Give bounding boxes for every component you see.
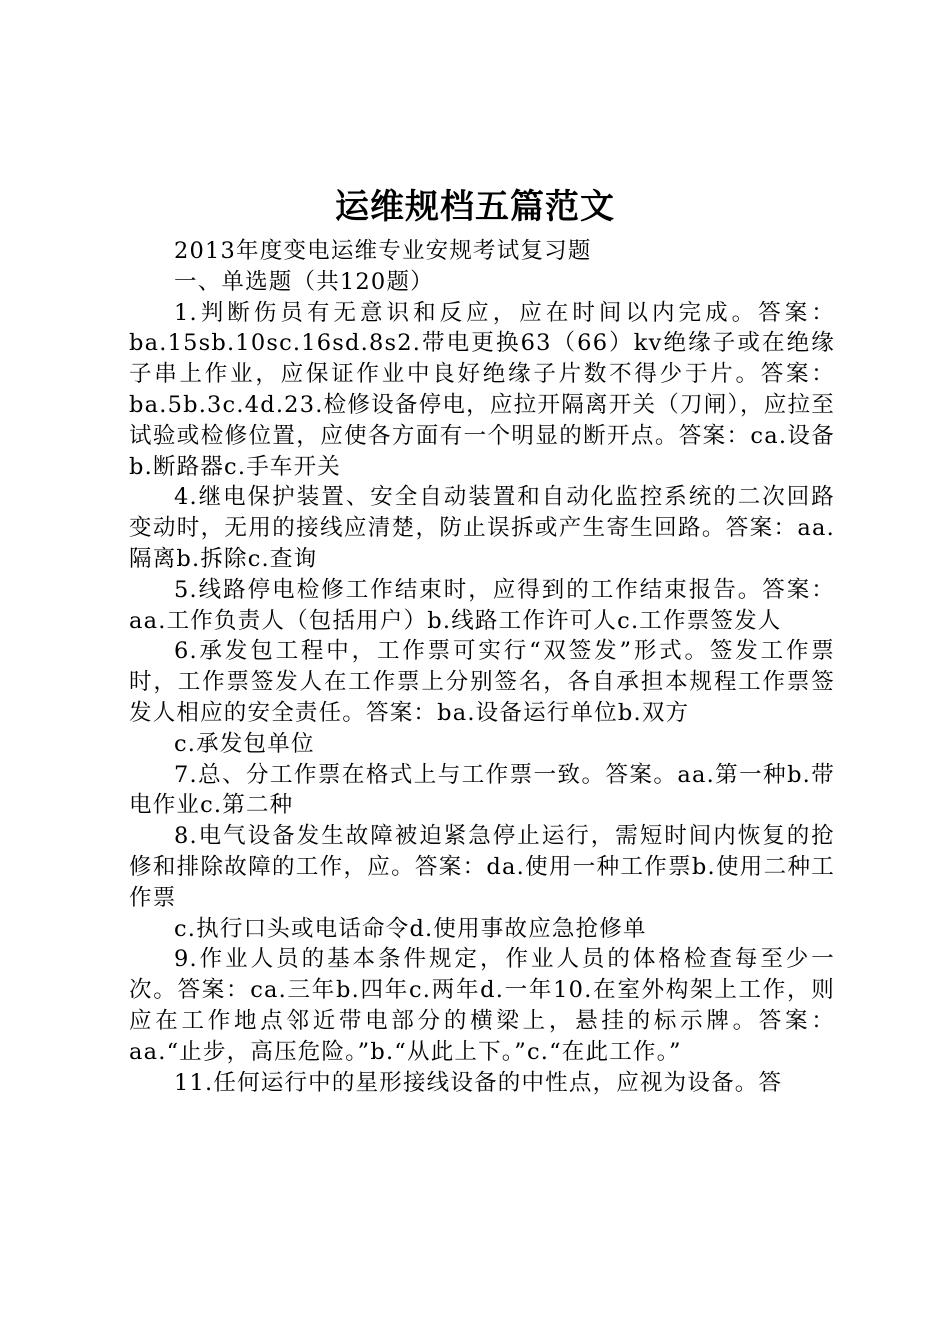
paragraph-question-8: 8.电气设备发生故障被迫紧急停止运行，需短时间内恢复的抢修和排除故障的工作，应。答案：da.使用一种工作票b.使用二种工作票: [129, 823, 835, 911]
paragraph-question-1-3: 1.判断伤员有无意识和反应，应在时间以内完成。答案：ba.15sb.10sc.16sd.8s2.带电更换63（66）kv绝缘子或在绝缘子串上作业，应保证作业中良好绝缘子片数不得少于片。答案：ba.5b.3c.4d.23.检修设备停电，应拉开隔离开关（刀闸），应拉至试验或检修位置，应使各方面有一个明显的断开点。答案：ca.设备b.断路器c.手车开关: [129, 299, 835, 480]
paragraph-question-6-option-c: c.承发包单位: [174, 730, 315, 757]
paragraph-question-4: 4.继电保护装置、安全自动装置和自动化监控系统的二次回路变动时，无用的接线应清楚，防止误拆或产生寄生回路。答案：aa.隔离b.拆除c.查询: [129, 484, 835, 572]
paragraph-subtitle: 2013年度变电运维专业安规考试复习题: [174, 238, 592, 264]
paragraph-question-9-10: 9.作业人员的基本条件规定，作业人员的体格检查每至少一次。答案：ca.三年b.四年c.两年d.一年10.在室外构架上工作，则应在工作地点邻近带电部分的横梁上，悬挂的标示牌。答案：aa.“止步，高压危险。”b.“从此上下。”c.“在此工作。”: [129, 946, 835, 1065]
document-body: [129, 236, 835, 1098]
paragraph-question-5: 5.线路停电检修工作结束时，应得到的工作结束报告。答案：aa.工作负责人（包括用户）b.线路工作许可人c.工作票签发人: [129, 576, 835, 634]
paragraph-section-heading: 一、单选题（共120题）: [174, 268, 434, 295]
paragraph-question-7: 7.总、分工作票在格式上与工作票一致。答案。aa.第一种b.带电作业c.第二种: [129, 761, 835, 819]
document-title: 运维规档五篇范文: [335, 187, 615, 227]
paragraph-question-6: 6.承发包工程中，工作票可实行“双签发”形式。签发工作票时，工作票签发人在工作票上分别签名，各自承担本规程工作票签发人相应的安全责任。答案：ba.设备运行单位b.双方: [129, 638, 835, 726]
paragraph-question-8-options-cd: c.执行口头或电话命令d.使用事故应急抢修单: [174, 915, 647, 942]
paragraph-question-11: 11.任何运行中的星形接线设备的中性点，应视为设备。答: [174, 1069, 783, 1096]
